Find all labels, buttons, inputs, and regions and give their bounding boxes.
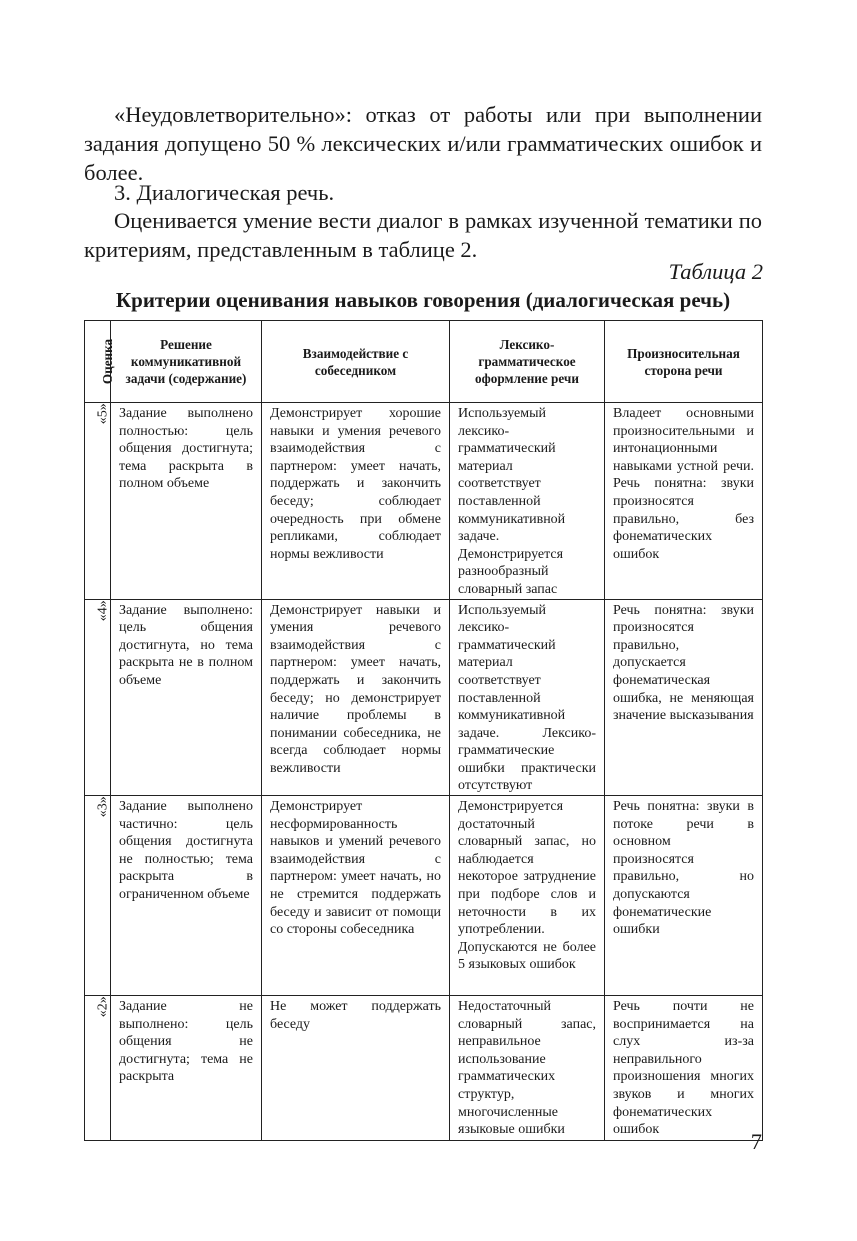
table-row <box>85 599 763 796</box>
grade-cell: «5» <box>85 403 111 600</box>
grade-cell: «3» <box>85 796 111 996</box>
interaction-cell: Демонстрирует хорошие навыки и умения речевого взаимодействия с партнером: умеет начать, поддержать и закончить беседу; соблюдает очередность при обмене репликами, соблюдает нормы вежливости <box>262 403 450 600</box>
grade-cell: «2» <box>85 996 111 1141</box>
table-header-row <box>85 321 763 403</box>
interaction-cell: Демонстрирует несформированность навыков и умений речевого взаимодействия с партнером: умеет начать, но не стремится поддержать беседу и зависит от помощи со стороны собеседника <box>262 796 450 996</box>
pronunciation-cell: Речь понятна: звуки произносятся правильно, допускается фонематическая ошибка, не меняющая значение высказывания <box>605 599 763 796</box>
table-label: Таблица 2 <box>668 259 763 284</box>
lexgram-cell: Используемый лексико-грамматический материал соответствует поставленной коммуникативной задаче. Лексико-грамматические ошибки практически отсутствуют <box>450 599 605 796</box>
lexgram-cell: Недостаточный словарный запас, неправильное использование грамматических структур, многочисленные языковые ошибки <box>450 996 605 1141</box>
task-cell: Задание выполнено полностью: цель общения достигнута; тема раскрыта в полном объеме <box>111 403 262 600</box>
pronunciation-cell: Речь почти не воспринимается на слух из-за неправильного произношения многих звуков и многих фонематических ошибок <box>605 996 763 1141</box>
interaction-cell: Демонстрирует навыки и умения речевого взаимодействия с партнером: умеет начать, поддержать и закончить беседу; но демонстрирует наличие проблемы в понимании собеседника, не всегда соблюдает нормы вежливости <box>262 599 450 796</box>
paragraph-dialogue-intro: Оценивается умение вести диалог в рамках изученной тематики по критериям, представленным в таблице 2. <box>84 208 762 262</box>
table-title: Критерии оценивания навыков говорения (диалогическая речь) <box>115 288 731 312</box>
lexgram-cell: Демонстрируется достаточный словарный запас, но наблюдается некоторое затруднение при подборе слов и неточности в их употреблении. Допускаются не более 5 языковых ошибок <box>450 796 605 996</box>
task-cell: Задание выполнено: цель общения достигнута, но тема раскрыта не в полном объеме <box>111 599 262 796</box>
pronunciation-cell: Владеет основными произносительными и интонационными навыками устной речи. Речь понятна: звуки произносятся правильно, без фонематических ошибок <box>605 403 763 600</box>
header-grade: Оценка <box>85 321 111 403</box>
paragraph-unsatisfactory: «Неудовлетворительно»: отказ от работы или при выполнении задания допущено 50 % лексических и/или грамматических ошибок и более. <box>84 102 762 185</box>
task-cell: Задание не выполнено: цель общения не достигнута; тема не раскрыта <box>111 996 262 1141</box>
paragraph-section-heading: 3. Диалогическая речь. <box>114 180 335 205</box>
grade-cell: «4» <box>85 599 111 796</box>
table-row <box>85 996 763 1141</box>
task-cell: Задание выполнено частично: цель общения достигнута не полностью; тема раскрыта в ограниченном объеме <box>111 796 262 996</box>
criteria-table <box>84 320 763 1141</box>
header-interaction: Взаимодействие с собеседником <box>262 321 450 403</box>
header-task: Решение коммуникативной задачи (содержание) <box>111 321 262 403</box>
lexgram-cell: Используемый лексико-грамматический материал соответствует поставленной коммуникативной задаче. Демонстрируется разнообразный словарный запас <box>450 403 605 600</box>
page-number: 7 <box>750 1129 762 1154</box>
table-row <box>85 796 763 996</box>
header-lexgram: Лексико-грамматическое оформление речи <box>450 321 605 403</box>
interaction-cell: Не может поддержать беседу <box>262 996 450 1141</box>
pronunciation-cell: Речь понятна: звуки в потоке речи в основном произносятся правильно, но допускаются фонематические ошибки <box>605 796 763 996</box>
table-row <box>85 403 763 600</box>
header-pronunciation: Произносительная сторона речи <box>605 321 763 403</box>
